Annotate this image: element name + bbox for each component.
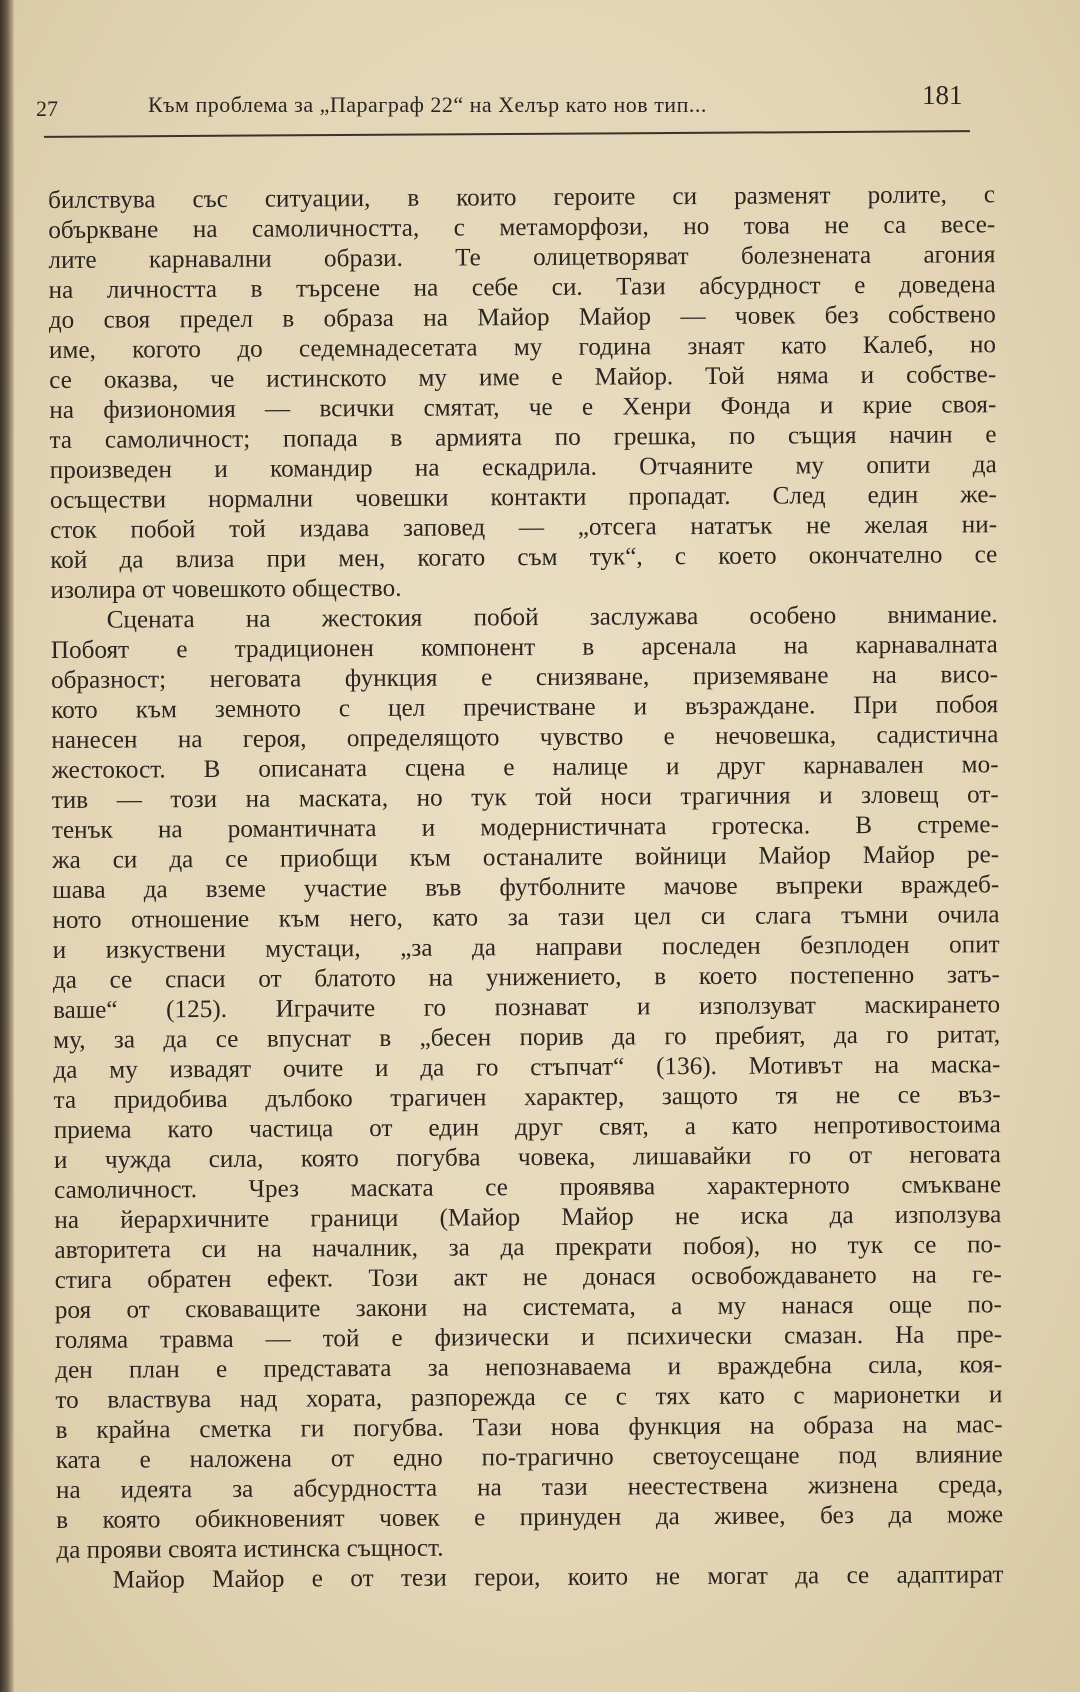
text-line: в която обикновеният човек е принуден да живее, без да може xyxy=(56,1501,1004,1534)
text-line: шава да вземе участие във футболните мачове въпреки враждеб- xyxy=(52,871,1000,904)
text-line: самоличност. Чрез маската се проявява характерното смъкване xyxy=(54,1171,1002,1204)
book-spine-edge xyxy=(0,0,14,1692)
text-line: жестокост. В описаната сцена е налице и друг карнавален мо- xyxy=(51,751,999,784)
text-line: приема като частица от един друг свят, а като непротивостоима xyxy=(53,1111,1001,1144)
body-text xyxy=(48,180,1004,1596)
text-line: и изкуствени мустаци, „за да направи последен безплоден опит xyxy=(52,931,1000,964)
text-line: тенък на романтичната и модернистичната гротеска. В стреме- xyxy=(51,811,1000,844)
text-line: изолира от човешкото общество. xyxy=(50,574,402,604)
text-line: роя от сковаващите закони на системата, а му нанася още по- xyxy=(54,1291,1002,1324)
text-line: лите карнавални образи. Те олицетворяват болезнената агония xyxy=(48,241,996,274)
text-line: произведен и командир на ескадрила. Отчаяните му опити да xyxy=(49,451,997,484)
text-line: и чужда сила, която погубва човека, лишавайки го от неговата xyxy=(53,1141,1002,1174)
text-line: се оказва, че истинското му име е Майор. Той няма и собстве- xyxy=(49,361,997,394)
running-title: Към проблема за „Параграф 22“ на Хелър като нов тип... xyxy=(148,92,707,117)
text-line: стига обратен ефект. Този акт не донася освобождаването на ге- xyxy=(54,1261,1002,1294)
text-line: да прояви своята истинска същност. xyxy=(56,1534,444,1564)
text-line: на личността в търсене на себе си. Тази абсурдност е доведена xyxy=(48,271,996,304)
text-line: голяма травма — той е физически и психически смазан. На пре- xyxy=(54,1321,1003,1354)
text-line: объркване на самоличността, с метаморфози, но това не са весе- xyxy=(48,211,996,244)
text-line: ката е наложена от едно по-трагично светоусещане под влияние xyxy=(55,1441,1003,1474)
text-line: жа си да се приобщи към останалите войници Майор Майор ре- xyxy=(52,841,1000,874)
text-line: Майор Майор е от тези герои, които не могат да се адаптират xyxy=(112,1561,1004,1594)
text-line: Сцената на жестокия побой заслужава особено внимание. xyxy=(106,601,998,634)
page-number: 181 xyxy=(922,80,963,110)
text-line: авторитета си на началник, за да прекрати побоя), но тук се по- xyxy=(54,1231,1002,1264)
text-line: осъществи нормални човешки контакти пропадат. След един же- xyxy=(49,481,997,514)
text-line: билствува със ситуации, в които героите си разменят ролите, с xyxy=(48,181,996,214)
text-line: то властвува над хората, разпорежда се с тях като с марионетки и xyxy=(55,1381,1003,1414)
header-rule xyxy=(44,130,970,138)
text-line: на идеята за абсурдността на тази неестествена жизнена среда, xyxy=(55,1471,1004,1504)
text-line: ното отношение към него, като за тази цел си слага тъмни очила xyxy=(52,901,1000,934)
text-line: та самоличност; попада в армията по грешка, по същия начин е xyxy=(49,421,997,454)
text-line: на физиономия — всички смятат, че е Хенри Фонда и крие своя- xyxy=(49,391,997,424)
text-line: та придобива дълбоко трагичен характер, защото тя не се въз- xyxy=(53,1081,1001,1114)
text-line: до своя предел в образа на Майор Майор — човек без собствено xyxy=(48,301,996,334)
text-line: сток побой той издава заповед — „отсега нататък не желая ни- xyxy=(50,511,998,544)
text-line: кото към земното с цел пречистване и възраждане. При побоя xyxy=(51,691,999,724)
text-line: име, когото до седемнадесетата му година знаят като Калеб, но xyxy=(48,331,997,364)
text-line: кой да влиза при мен, когато съм тук“, с което окончателно се xyxy=(50,541,998,574)
text-line: тив — този на маската, но тук той носи трагичния и зловещ от- xyxy=(51,781,999,814)
text-line: Побоят е традиционен компонент в арсенала на карнавалната xyxy=(50,631,998,664)
text-line: нанесен на героя, определящото чувство е нечовешка, садистична xyxy=(51,721,999,754)
text-line: ден план е представата за непознаваема и враждебна сила, коя- xyxy=(55,1351,1003,1384)
text-line: ваше“ (125). Играчите го познават и използуват маскирането xyxy=(52,991,1001,1024)
text-line: му, за да се впуснат в „бесен порив да го пребият, да го ритат, xyxy=(53,1021,1001,1054)
text-line: образност; неговата функция е снизяване, приземяване на висо- xyxy=(50,661,999,694)
chapter-number: 27 xyxy=(36,96,58,121)
text-line: да се спаси от блатото на унижението, в което постепенно затъ- xyxy=(52,961,1000,994)
text-line: в крайна сметка ги погубва. Тази нова функция на образа на мас- xyxy=(55,1411,1003,1444)
text-line: да му извадят очите и да го стъпчат“ (136). Мотивът на маска- xyxy=(53,1051,1001,1084)
text-line: на йерархичните граници (Майор Майор не иска да използува xyxy=(54,1201,1002,1234)
